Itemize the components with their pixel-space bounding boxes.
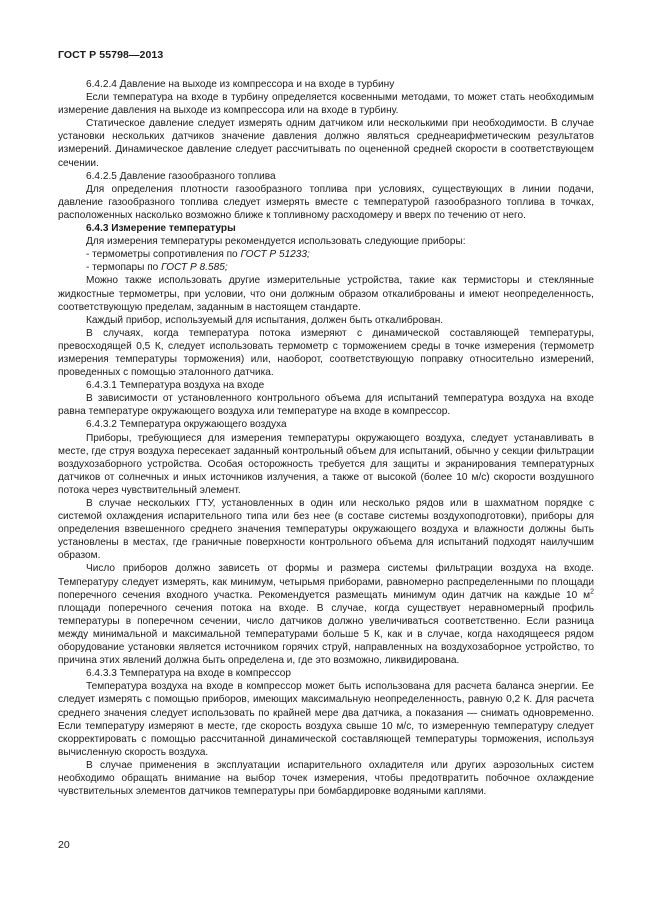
paragraph: Для измерения температуры рекомендуется использовать следующие приборы: [86,236,466,248]
section-heading-6-4-3-2: 6.4.3.2 Температура окружающего воздуха [86,419,287,431]
list-item-text: - термометры сопротивления по [86,249,241,261]
section-heading-6-4-3-1: 6.4.3.1 Температура воздуха на входе [86,380,265,392]
paragraph: Если температура на входе в турбину определяется косвенными методами, то может стать необходимым измерение давления на выходе из компрессора или на входе в турбину. [58,92,594,117]
section-heading-6-4-3: 6.4.3 Измерение температуры [86,223,236,235]
paragraph: Для определения плотности газообразного топлива при условиях, существующих в линии подачи, давление газообразного топлива следует измерять вместе с температурой газообразного топлива в точках, расположенных насколько возможно ближе к топливному расходомеру и вверх по течению от него. [58,183,594,221]
superscript: 2 [590,588,594,596]
paragraph: В зависимости от установленного контрольного объема для испытаний температура воздуха на входе равна температуре окружающего воздуха или температуре на входе в компрессор. [58,393,594,418]
document-code-header: ГОСТ Р 55798—2013 [58,49,164,61]
paragraph [58,562,594,667]
list-item [58,261,594,274]
paragraph: Температура воздуха на входе в компрессор может быть использована для расчета баланса энергии. Ее следует измерять с помощью приборов, имеющих максимальную неопределенность, равную 0,2 К. Для расчета среднего значения следует использовать по крайней мере два датчика, а показания — снимать одновременно. Если температуру измеряют в месте, где скорость воздуха свыше 10 м/с, то измеренную температуру следует скорректировать с помощью рассчитанной динамической составляющей температуры торможения, используя вычисленную скорость воздуха. [58,681,594,758]
list-item-text: - термопары по [86,262,162,274]
paragraph: Статическое давление следует измерять одним датчиком или несколькими при необходимости. В случае установки нескольких датчиков значение давления должно являться среднеарифметическим результатов измерений. Динамическое давление следует рассчитывать по оцененной средней скорости в соответствующем сечении. [58,118,594,169]
paragraph: Каждый прибор, используемый для испытания, должен быть откалиброван. [86,314,444,326]
section-heading-6-4-3-3: 6.4.3.3 Температура на входе в компрессор [86,668,291,680]
standard-reference: ГОСТ Р 51233; [240,249,310,261]
document-body [58,78,594,798]
section-heading-6-4-2-4: 6.4.2.4 Давление на выходе из компрессора и на входе в турбину [86,79,395,90]
section-heading-6-4-2-5: 6.4.2.5 Давление газообразного топлива [86,170,276,182]
paragraph-text: площади поперечного сечения потока на входе. В случае, когда существует неравномерный профиль температуры в поперечном сечении, число датчиков должно увеличиваться соответственно. Если разница между минимальной и максимальной температурами больше 5 К, как и в случае, когда находящееся рядом оборудование установки является источником горячих струй, направленных на воздухозаборное устройство, то причина этих явлений должна быть определена и, где это возможно, ликвидирована. [58,602,594,667]
paragraph-text: Число приборов должно зависеть от формы и размера системы фильтрации воздуха на входе. Температуру следует измерять, как минимум, четырьмя приборами, равномерно распределенными по площади поперечного сечения входного участка. Рекомендуется размещать минимум один датчик на каждые 10 м [58,563,594,601]
paragraph: В случаях, когда температура потока измеряют с динамической составляющей температуры, превосходящей 0,5 К, следует использовать термометр с торможением среды в точке измерения (термометр измерения температуры торможения) или, наоборот, соответствующую поправку относительно измерений, проведенных с помощью эталонного датчика. [58,327,594,379]
paragraph: Можно также использовать другие измерительные устройства, такие как термисторы и стеклянные жидкостные термометры, при условии, что они должным образом откалиброваны и имеют неопределенность, соответствующую пределам, заданным в настоящем стандарте. [58,275,594,313]
list-item [58,248,594,261]
paragraph: В случае применения в эксплуатации испарительного охладителя или других аэрозольных систем необходимо обращать внимание на выбор точек измерения, чтобы предотвратить побочное охлаждение чувствительных элементов датчиков температуры при бомбардировке водяными каплями. [58,759,594,798]
paragraph: В случае нескольких ГТУ, установленных в один или несколько рядов или в шахматном порядке с системой охлаждения испарительного типа или без нее (в составе системы воздухоподготовки), приборы для определения взвешенного среднего значения температуры окружающего воздуха и влажности должны быть установлены в местах, где граничные поверхности контрольного объема для испытаний подходят наилучшим образом. [58,498,594,562]
page-number: 20 [58,839,70,851]
paragraph: Приборы, требующиеся для измерения температуры окружающего воздуха, следует устанавливать в месте, где струя воздуха пересекает заданный контрольный объем для испытаний, обычно у секции фильтрации воздухозаборного устройства. Особая осторожность требуется для защиты и экранирования температурных датчиков от солнечных и иных источников излучения, а также от высокой (более 10 м/с) скорости воздушного потока через чувствительный элемент. [58,432,594,496]
standard-reference: ГОСТ Р 8.585; [161,262,228,274]
